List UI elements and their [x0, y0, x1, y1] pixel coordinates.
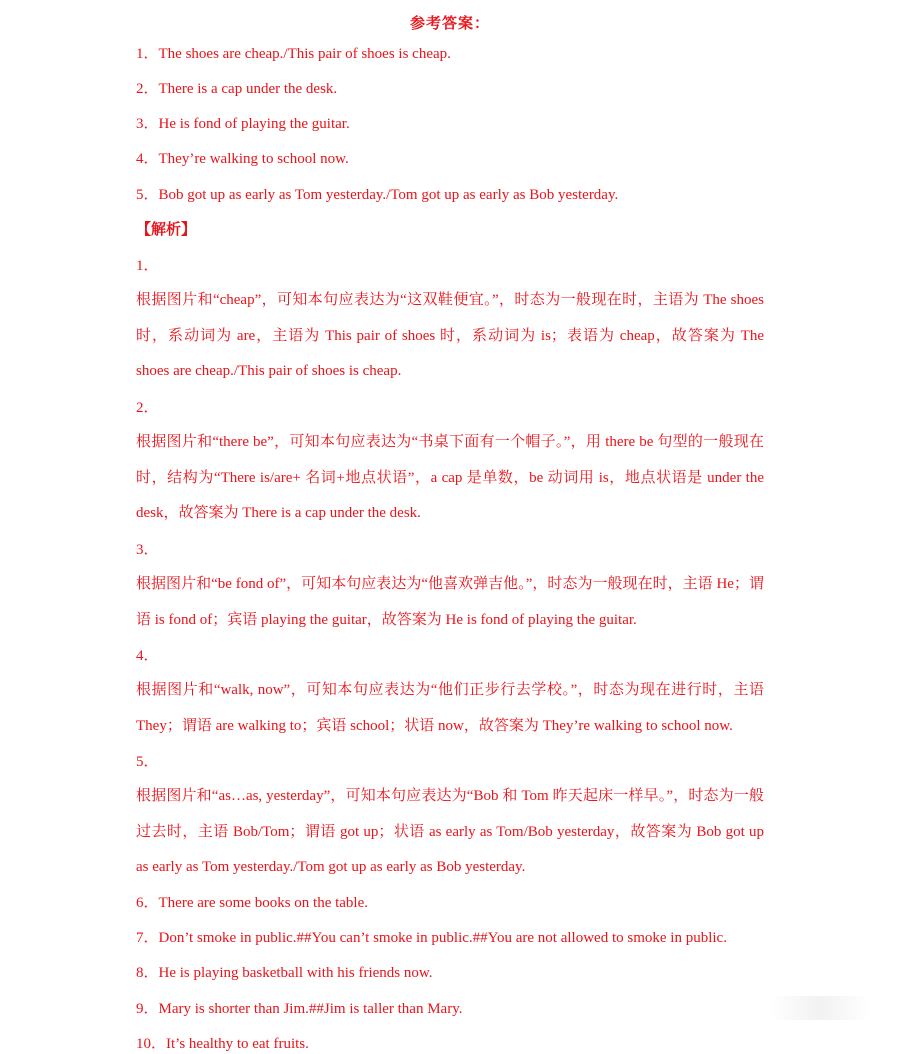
answer-3: 3．He is fond of playing the guitar.: [136, 116, 350, 132]
explanation-2-number: 2．: [136, 400, 159, 416]
explanation-4-number: 4．: [136, 648, 159, 664]
analysis-header: 【解析】: [136, 222, 197, 238]
answer-6: 6．There are some books on the table.: [136, 895, 369, 911]
explanation-5-text: 根据图片和“as…as, yesterday”，可知本句应表达为“Bob 和 Tom 昨天起床一样早。”，时态为一般过去时，主语 Bob/Tom；谓语 got up；状语 as early as Tom/Bob yesterday，故答案为 Bob got up as early as Tom yesterday./Tom got up as early as Bob yesterday.: [136, 788, 764, 875]
explanation-2-text: 根据图片和“there be”，可知本句应表达为“书桌下面有一个帽子。”，用 there be 句型的一般现在时，结构为“There is/are+ 名词+地点状语”，a cap 是单数，be 动词用 is，地点状语是 under the desk，故答案为 There is a cap under the desk.: [136, 434, 764, 521]
watermark-smudge: [770, 996, 870, 1020]
explanation-3-number: 3．: [136, 542, 159, 558]
explanation-4-text: 根据图片和“walk, now”，可知本句应表达为“他们正步行去学校。”，时态为现在进行时，主语 They；谓语 are walking to；宾语 school；状语 now，故答案为 They’re walking to school now.: [136, 682, 764, 734]
explanation-1-number: 1．: [136, 258, 159, 274]
answer-9: 9．Mary is shorter than Jim.##Jim is taller than Mary.: [136, 1001, 463, 1017]
explanation-1-text: 根据图片和“cheap”，可知本句应表达为“这双鞋便宜。”，时态为一般现在时，主语为 The shoes 时，系动词为 are，主语为 This pair of shoes 时，系动词为 is；表语为 cheap，故答案为 The shoes are cheap./This pair of shoes is cheap.: [136, 292, 764, 379]
answer-8: 8．He is playing basketball with his friends now.: [136, 965, 433, 981]
explanation-5-number: 5．: [136, 754, 159, 770]
answer-1: 1．The shoes are cheap./This pair of shoes is cheap.: [136, 46, 451, 62]
answer-2: 2．There is a cap under the desk.: [136, 81, 338, 97]
answer-4: 4．They’re walking to school now.: [136, 151, 349, 167]
answer-5: 5．Bob got up as early as Tom yesterday./Tom got up as early as Bob yesterday.: [136, 187, 619, 203]
explanation-3-text: 根据图片和“be fond of”，可知本句应表达为“他喜欢弹吉他。”，时态为一般现在时，主语 He；谓语 is fond of；宾语 playing the guitar，故答案为 He is fond of playing the guitar.: [136, 576, 764, 628]
answer-10: 10．It’s healthy to eat fruits.: [136, 1036, 309, 1052]
answer-7: 7．Don’t smoke in public.##You can’t smoke in public.##You are not allowed to smoke in public.: [136, 930, 727, 946]
page-title: 参考答案：: [409, 16, 490, 32]
